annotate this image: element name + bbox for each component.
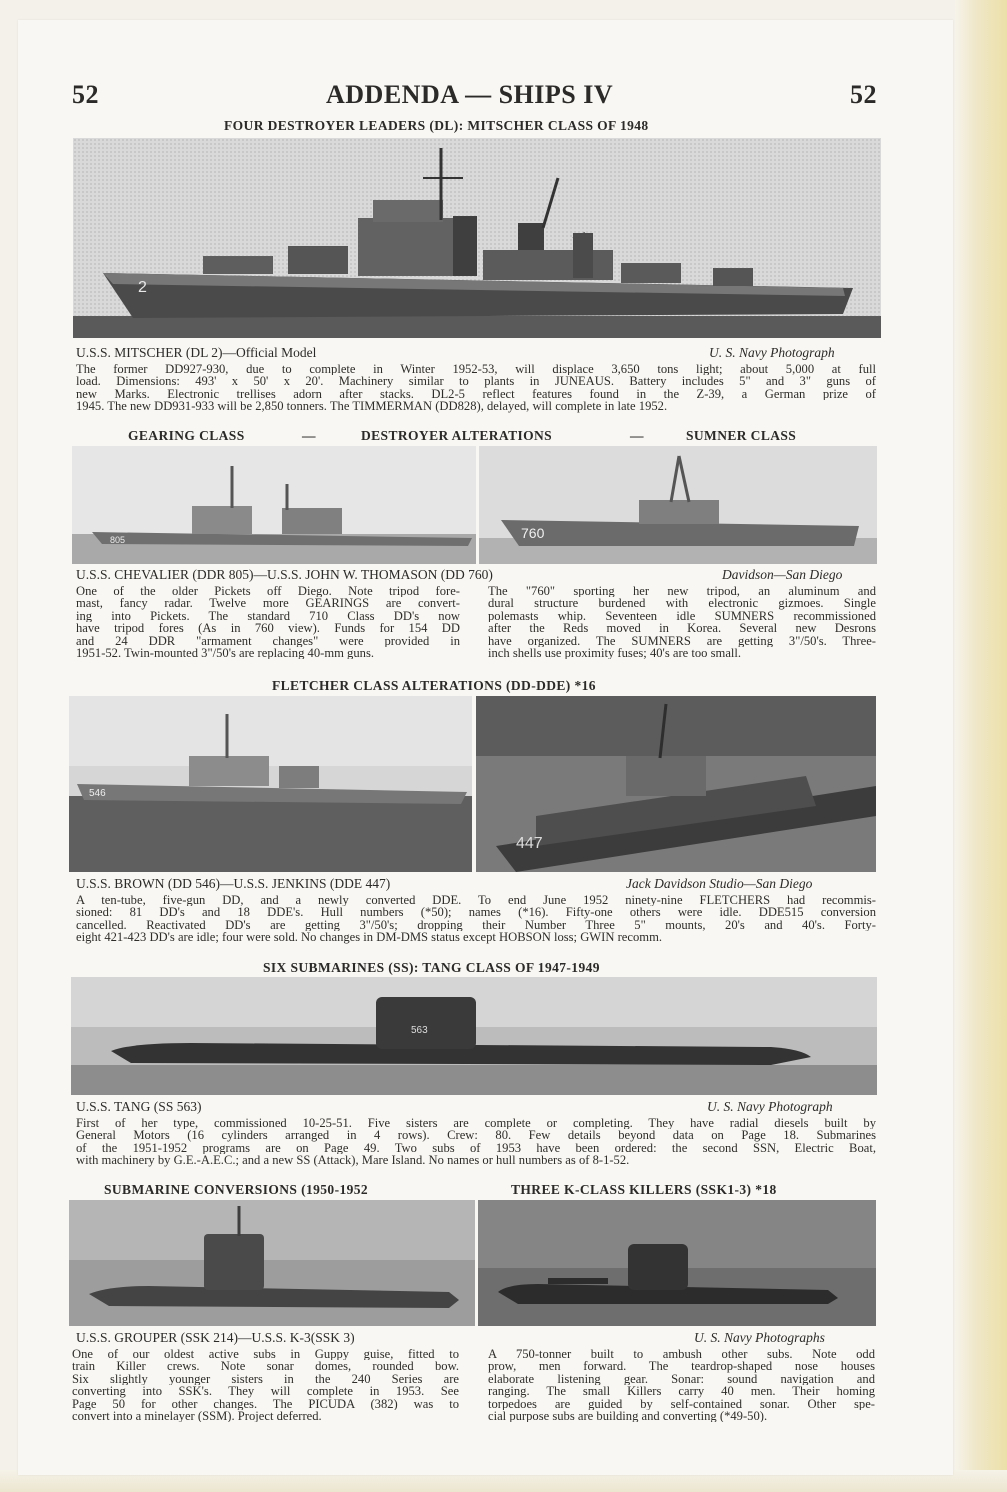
- photo-tang: [71, 977, 877, 1095]
- text-line: dural structure burdened with electronic gizmoes. Single: [488, 597, 876, 610]
- text-line: Page 50 for other changes. The PICUDA (382) was to: [72, 1397, 459, 1410]
- text-line: First of her type, commissioned 10-25-51. Five sisters are complete or completing. They have radial diesels built by: [76, 1117, 876, 1130]
- paragraph-mitscher: [76, 363, 876, 413]
- heading-dash: —: [630, 428, 644, 443]
- text-line: ing into Pickets. The standard 710 Class DD's now: [76, 609, 460, 623]
- section-heading-submarine-conversions: SUBMARINE CONVERSIONS (1950-1952: [104, 1182, 369, 1197]
- hull-number-tang: 563: [411, 1025, 428, 1036]
- photo-credit-jack-davidson: Jack Davidson Studio—San Diego: [626, 876, 813, 891]
- text-line: converting into SSK's. They will complete in 1953. See: [72, 1385, 459, 1398]
- hull-number-jenkins: 447: [516, 835, 543, 852]
- text-line: ranging. The small Killers carry 40 men. Their homing: [488, 1385, 875, 1398]
- section-heading-sumner: SUMNER CLASS: [686, 428, 797, 443]
- hull-number-thomason: 760: [521, 525, 545, 541]
- text-line: convert into a minelayer (SSM). Project deferred.: [72, 1409, 322, 1423]
- paragraph-sumner: [488, 585, 876, 659]
- text-line: have tripod fores (As in 760 view). Funds for 154 DD: [76, 622, 460, 635]
- paragraph-tang: [76, 1117, 876, 1167]
- photo-jenkins: [476, 696, 876, 872]
- section-heading-tang: SIX SUBMARINES (SS): TANG CLASS OF 1947-1949: [263, 960, 600, 975]
- paragraph-grouper: [72, 1348, 459, 1422]
- text-line: A ten-tube, five-gun DD, and a newly converted DDE. To end June 1952 ninety-nine FLETCHERS had recommis-: [76, 894, 876, 907]
- text-line: of the 1951-1952 programs are on Page 49. Two subs of 1953 have been ordered: the second SSN, Electric Boat,: [76, 1141, 876, 1155]
- text-line: inch shells use proximity fuses; 40's are too small.: [488, 646, 742, 660]
- photo-k3: [478, 1200, 876, 1326]
- text-line: prow, men forward. The teardrop-shaped nose houses: [488, 1360, 875, 1373]
- text-line: elaborate listening gear. Sonar: sound navigation and: [488, 1372, 875, 1386]
- text-line: load. Dimensions: 493' x 50' x 20'. Machinery similar to plants in JUNEAUS. Battery includes 5" and 3" guns of: [76, 375, 876, 388]
- text-line: and 24 DDR "armament changes" were provided in: [76, 634, 460, 647]
- photo-thomason: [479, 446, 877, 564]
- text-line: The former DD927-930, due to complete in Winter 1952-53, will displace 3,650 tons light; about 5,000 at full: [76, 363, 876, 376]
- caption-brown-jenkins: U.S.S. BROWN (DD 546)—U.S.S. JENKINS (DDE 447): [76, 876, 391, 891]
- caption-tang: U.S.S. TANG (SS 563): [76, 1099, 202, 1114]
- section-heading-k-class: THREE K-CLASS KILLERS (SSK1-3) *18: [511, 1182, 777, 1197]
- caption-grouper-k3: U.S.S. GROUPER (SSK 214)—U.S.S. K-3(SSK 3): [76, 1330, 355, 1345]
- text-line: cial purpose subs are building and converting (*49-50).: [488, 1409, 768, 1423]
- text-line: new Marks. Electronic trellises adorn after stacks. DL2-5 reflect features found in the Z-39, a German prize of: [76, 387, 876, 401]
- section-heading-fletcher: FLETCHER CLASS ALTERATIONS (DD-DDE) *16: [272, 678, 596, 693]
- hull-number-brown: 546: [89, 788, 106, 799]
- photo-brown: [69, 696, 472, 872]
- section-heading-gearing: GEARING CLASS: [128, 428, 245, 443]
- heading-dash: —: [302, 428, 316, 443]
- photo-grouper: [69, 1200, 475, 1326]
- photo-credit-navy-photographs: U. S. Navy Photographs: [694, 1330, 825, 1345]
- photo-credit-davidson: Davidson—San Diego: [722, 567, 843, 582]
- photo-chevalier: [72, 446, 476, 564]
- text-line: Six slightly younger sisters in the 240 Series are: [72, 1372, 459, 1386]
- text-line: cancelled. Reactivated DD's are getting 3"/50's; dropping their Number Three 5" mounts, 20's and 40's. Forty-: [76, 918, 876, 932]
- hull-number-mitscher: 2: [138, 279, 147, 296]
- page-title: ADDENDA — SHIPS IV: [326, 80, 614, 109]
- paragraph-k-class: [488, 1348, 875, 1422]
- text-line: eight 421-423 DD's are idle; four were sold. No changes in DM-DMS status except HOBSON loss; GWIN recomm.: [76, 931, 663, 944]
- text-line: mast, fancy radar. Twelve more GEARINGS are convert-: [76, 597, 460, 610]
- paragraph-fletcher: [76, 894, 876, 944]
- caption-chevalier-thomason: U.S.S. CHEVALIER (DDR 805)—U.S.S. JOHN W. THOMASON (DD 760): [76, 567, 493, 582]
- text-line: One of our oldest active subs in Guppy guise, fitted to: [72, 1348, 459, 1361]
- text-line: The "760" sporting her new tripod, an aluminum and: [488, 585, 876, 598]
- text-line: after the Reds moved in Korea. Several new Desrons: [488, 622, 876, 635]
- text-line: with machinery by G.E.-A.E.C.; and a new SS (Attack), Mare Island. No names or hull numbers as of 8-1-52.: [76, 1154, 630, 1167]
- text-line: torpedoes are guided by self-contained sonar. Other spe-: [488, 1397, 875, 1410]
- text-line: polemasts whip. Seventeen idle SUMNERS recommissioned: [488, 609, 876, 623]
- text-line: have organized. The SUMNERS are getting 3"/50's. Three-: [488, 634, 876, 647]
- hull-number-chevalier: 805: [110, 535, 126, 545]
- photo-mitscher-model: [73, 138, 881, 338]
- page-number-right: 52: [850, 80, 877, 109]
- page-number-left: 52: [72, 80, 99, 109]
- text-line: sioned: 81 DD's and 18 DDE's. Hull numbers (*50); names (*16). Fifty-one others were idle. DDE515 conversion: [76, 906, 876, 919]
- paragraph-gearing: [76, 585, 460, 659]
- text-line: 1945. The new DD931-933 will be 2,850 tonners. The TIMMERMAN (DD828), delayed, will complete in late 1952.: [76, 400, 668, 413]
- section-heading-mitscher: FOUR DESTROYER LEADERS (DL): MITSCHER CLASS OF 1948: [224, 118, 649, 133]
- photo-credit-tang: U. S. Navy Photograph: [707, 1099, 833, 1114]
- text-line: A 750-tonner built to ambush other subs. Note odd: [488, 1348, 875, 1361]
- text-line: 1951-52. Twin-mounted 3"/50's are replacing 40-mm guns.: [76, 646, 375, 660]
- caption-mitscher: U.S.S. MITSCHER (DL 2)—Official Model: [76, 345, 317, 360]
- scan-edge: [955, 0, 1007, 1492]
- section-heading-destroyer-alterations: DESTROYER ALTERATIONS: [361, 428, 553, 443]
- text-line: train Killer crews. Note sonar domes, rounded bow.: [72, 1360, 459, 1373]
- photo-credit-mitscher: U. S. Navy Photograph: [709, 345, 835, 360]
- text-line: One of the older Pickets off Diego. Note tripod fore-: [76, 585, 460, 598]
- text-line: General Motors (16 cylinders arranged in 4 rows). Crew: 80. Few details beyond data on Page 18. Submarines: [76, 1129, 876, 1142]
